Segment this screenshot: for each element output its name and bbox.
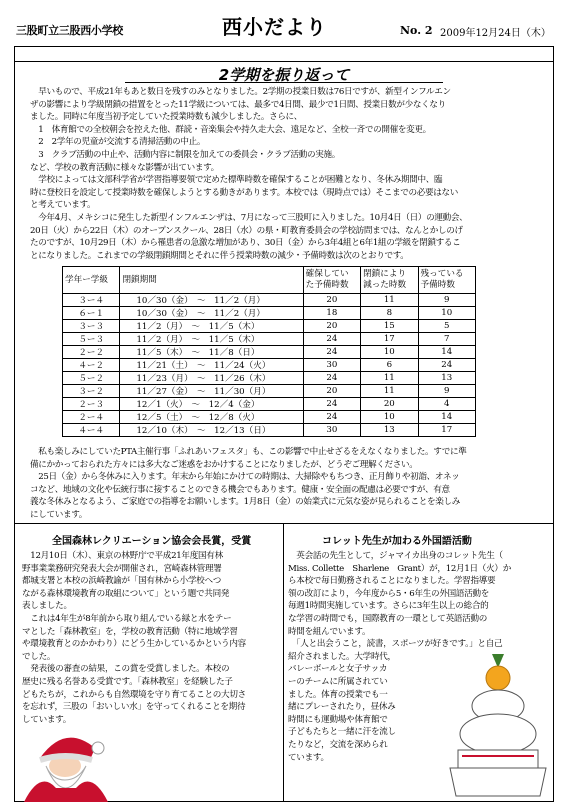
- table-cell: 30: [303, 424, 360, 437]
- text-line: を忘れず，三股の「おいしい水」を守ってくれることを期待: [22, 702, 246, 713]
- table-cell: 24: [303, 333, 360, 346]
- text-line: ら本校で毎日勤務されることになりました。学習指導要: [288, 576, 496, 587]
- table-cell: ３ー３: [63, 320, 120, 333]
- table-cell: 13: [418, 372, 475, 385]
- table-cell: 12／5（土） 〜 12／8（火）: [120, 411, 303, 424]
- text-line: ました。同時に年度当初予定していた授業時数も減少しました。さらに、: [30, 112, 303, 123]
- text-line: 12月10日（木）、東京の林野庁で平成21年度国有林: [22, 551, 223, 561]
- text-line: 備にかかっておられた方々には多大なご迷惑をおかけすることになりましたが、どうぞご理解ください。: [30, 459, 418, 470]
- table-cell: 20: [303, 294, 360, 307]
- table-cell: 17: [418, 424, 475, 437]
- issue-number: No. 2: [400, 24, 433, 37]
- text-line: 25日（金）から冬休みに入ります。年末から年始にかけての時期は、大掃除やもちつき、正月飾りや初詣、オネッ: [30, 472, 460, 483]
- table-cell: 20: [303, 385, 360, 398]
- text-line: でした。: [22, 651, 56, 662]
- table-cell: 10／30（金） 〜 11／2（月）: [120, 307, 303, 320]
- table-cell: 15: [361, 320, 418, 333]
- closure-table: [62, 266, 476, 437]
- table-row: [63, 294, 476, 307]
- table-row: [63, 372, 476, 385]
- table-header-cell: 学年ー学級: [63, 267, 120, 294]
- table-header-cell: 確保してい た予備時数: [303, 267, 360, 294]
- table-cell: 24: [418, 359, 475, 372]
- text-line: バレーボールと女子サッカ: [288, 664, 388, 675]
- table-cell: 12／10（木） 〜 12／13（日）: [120, 424, 303, 437]
- table-cell: 9: [418, 294, 475, 307]
- text-line: 毎週1時間実施しています。さらに3年生以上の総合的: [288, 601, 489, 612]
- table-cell: 7: [418, 333, 475, 346]
- text-line: 時間を組んでいます。: [288, 626, 371, 637]
- text-line: 子どもたちと一緒に汗を流し: [288, 727, 396, 738]
- table-header-cell: 閉鎖により 減った時数: [361, 267, 418, 294]
- table-cell: 24: [303, 372, 360, 385]
- text-line: 都城支署と本校の浜崎教諭が「国有林から小学校へつ: [22, 576, 222, 587]
- table-header-row: [63, 267, 476, 294]
- issue-date: 2009年12月24日（木）: [440, 28, 551, 39]
- text-line: など、学校の教育活動に様々な影響が出ています。: [30, 162, 219, 173]
- table-cell: 8: [361, 307, 418, 320]
- text-line: 表しました。: [22, 601, 72, 612]
- table-row: [63, 411, 476, 424]
- text-line: 今年4月、メキシコに発生した新型インフルエンザは、7月になって三股町に入りました。10月4日（日）の運動会、: [30, 212, 468, 223]
- santa-illustration: [20, 718, 110, 802]
- table-cell: 12／1（火） 〜 12／4（金）: [120, 398, 303, 411]
- column-divider-middle: [283, 523, 284, 802]
- table-row: [63, 424, 476, 437]
- table-cell: 17: [361, 333, 418, 346]
- table-row: [63, 398, 476, 411]
- table-cell: 24: [303, 411, 360, 424]
- text-line: コなど、地域の文化や伝統行事に接することのできる機会でもあります。健康・安全面の配慮は必要ですが、有意: [30, 484, 450, 495]
- text-line: 歴史に残る名誉ある受賞です。「森林教室」を経験した子: [22, 676, 233, 687]
- intro-text: [30, 86, 538, 262]
- newsletter-title: 西小だより: [222, 15, 327, 39]
- text-line: 英会話の先生として，ジャマイカ出身のコレット先生（: [288, 551, 503, 561]
- text-line: ーのチームに所属されてい: [288, 676, 388, 687]
- text-line: ザの影響により学級閉鎖の措置をとった11学級については、最多で4日間、最少で1日間、授業日数が少なくなり: [30, 99, 446, 110]
- table-cell: 11／5（木） 〜 11／8（日）: [120, 346, 303, 359]
- text-line: 20日（火）から22日（木）のオープンスクール、28日（水）の県・町教育委員会の学校訪問までは、なんとかしのげ: [30, 225, 463, 236]
- text-line: や環境教育とのかかわり）にどう生かしているかという内容: [22, 639, 246, 650]
- kagami-mochi-illustration: [448, 648, 548, 798]
- table-cell: 10: [418, 307, 475, 320]
- text-line: しています。: [22, 714, 72, 725]
- right-column-title: コレット先生が加わる外国語活動: [322, 536, 472, 547]
- table-cell: ３ー２: [63, 385, 120, 398]
- table-row: [63, 385, 476, 398]
- title-underline: [125, 82, 443, 83]
- section-title: 2学期を振り返って: [218, 66, 350, 84]
- table-cell: ４ー２: [63, 359, 120, 372]
- text-line: 「人と出会うこと，読書，スポーツが好きです。」と自己: [288, 639, 503, 650]
- table-cell: 11／23（月） 〜 11／26（木）: [120, 372, 303, 385]
- text-line: 早いもので、平成21年もあと数日を残すのみとなりました。2学期の授業日数は76日ですが、新型インフルエン: [30, 87, 451, 97]
- table-cell: ３ー４: [63, 294, 120, 307]
- text-line: 野事業業務研究発表大会が開催され，宮崎森林管理署: [22, 563, 222, 574]
- table-cell: ２ー２: [63, 346, 120, 359]
- table-cell: 4: [418, 398, 475, 411]
- text-line: 3 クラブ活動の中止や、活動内容に制限を加えての委員会・クラブ活動の実施。: [30, 149, 340, 160]
- text-line: ながる森林環境教育の取組について」という題で共同発: [22, 588, 230, 599]
- table-cell: 11／2（月） 〜 11／5（木）: [120, 320, 303, 333]
- table-cell: 11／2（月） 〜 11／5（木）: [120, 333, 303, 346]
- table-cell: 6: [361, 359, 418, 372]
- table-cell: ５ー３: [63, 333, 120, 346]
- text-line: 義な冬休みとなるよう、ご家庭での指導をお願いします。1月8日（金）の始業式に元気な姿が見られることを楽しみ: [30, 497, 460, 508]
- table-cell: 30: [303, 359, 360, 372]
- text-line: たのですが、10月29日（木）から罹患者の急激な増加があり、30日（金）から3年4組と6年1組の学級を閉鎖するこ: [30, 238, 461, 249]
- left-column-text: [22, 550, 280, 726]
- table-cell: 11: [361, 385, 418, 398]
- text-line: 学校によっては文部科学省が学習指導要領で定めた標準時数を確保することが困難となり、冬休み期間中、臨: [30, 175, 443, 186]
- table-cell: ４ー４: [63, 424, 120, 437]
- text-line: 緒にプレーされたり，昼休み: [288, 702, 396, 713]
- table-header-cell: 残っている 予備時数: [418, 267, 475, 294]
- masthead: [10, 8, 558, 44]
- text-line: 時に登校日を設定して授業時数を確保しようとする動きがあります。本校では（現時点では）そこまでの必要はない: [30, 187, 458, 198]
- table-cell: 10／30（金） 〜 11／2（月）: [120, 294, 303, 307]
- table-row: [63, 359, 476, 372]
- table-row: [63, 346, 476, 359]
- table-row: [63, 333, 476, 346]
- table-cell: 11: [361, 372, 418, 385]
- text-line: Miss. Collette Sharlene Grant）が，12月1日（火）か: [288, 563, 511, 574]
- school-name: 三股町立三股西小学校: [16, 24, 123, 37]
- table-cell: 11／27（金） 〜 11／30（月）: [120, 385, 303, 398]
- table-cell: 9: [418, 385, 475, 398]
- text-line: 私も楽しみにしていたPTA主催行事「ふれあいフェスタ」も、この影響で中止せざるをえなくなりました。すでに準: [30, 447, 467, 457]
- table-cell: 10: [361, 411, 418, 424]
- text-line: マとした「森林教室」を，学校の教育活動（特に地域学習: [22, 626, 238, 637]
- table-cell: 18: [303, 307, 360, 320]
- table-cell: 24: [303, 398, 360, 411]
- table-row: [63, 307, 476, 320]
- text-line: これは4年生が8年前から取り組んでいる緑と水をテー: [22, 613, 232, 624]
- text-line: ました。体育の授業でも一: [288, 689, 388, 700]
- text-line: 発表後の審査の結果，この賞を受賞しました。本校の: [22, 664, 230, 675]
- table-cell: 13: [361, 424, 418, 437]
- text-line: にしています。: [30, 509, 88, 520]
- table-row: [63, 320, 476, 333]
- table-cell: 20: [361, 398, 418, 411]
- table-cell: ２ー４: [63, 411, 120, 424]
- closing-text: [30, 446, 538, 522]
- table-cell: 5: [418, 320, 475, 333]
- table-cell: 10: [361, 346, 418, 359]
- table-cell: ２ー３: [63, 398, 120, 411]
- table-cell: ６ー１: [63, 307, 120, 320]
- table-cell: 24: [303, 346, 360, 359]
- text-line: な学習の時間でも，国際教育の一環として英語活動の: [288, 613, 488, 624]
- text-line: どもたちが，これからも自然環境を守り育てることの大切さ: [22, 689, 246, 700]
- column-divider-top: [14, 523, 554, 524]
- left-column-title: 全国森林レクリエーション協会会長賞，受賞: [52, 536, 252, 547]
- table-cell: 11／21（土） 〜 11／24（火）: [120, 359, 303, 372]
- table-cell: 14: [418, 411, 475, 424]
- table-cell: 20: [303, 320, 360, 333]
- text-line: とになりました。これまでの学級閉鎖期間とそれに伴う授業時数の減少・予備時数は次のとおりです。: [30, 250, 409, 261]
- text-line: 領の改訂により，今年度から5・6年生の外国語活動を: [288, 588, 490, 599]
- text-line: 紹介されました。大学時代，: [288, 651, 396, 662]
- text-line: と考えています。: [30, 200, 96, 211]
- text-line: たりなど，交流を深められ: [288, 739, 388, 750]
- text-line: ています。: [288, 752, 329, 763]
- table-header-cell: 閉鎖期間: [120, 267, 303, 294]
- table-cell: ５ー２: [63, 372, 120, 385]
- text-line: 時間にも運動場や体育館で: [288, 714, 388, 725]
- text-line: 2 2学年の児童が交流する清掃活動の中止。: [30, 137, 206, 148]
- text-line: 1 体育館での全校朝会を控えた他、群読・音楽集会や持久走大会、遠足など、全校一斉での開催を変更。: [30, 124, 431, 135]
- table-cell: 14: [418, 346, 475, 359]
- header-band: [15, 47, 553, 62]
- table-cell: 11: [361, 294, 418, 307]
